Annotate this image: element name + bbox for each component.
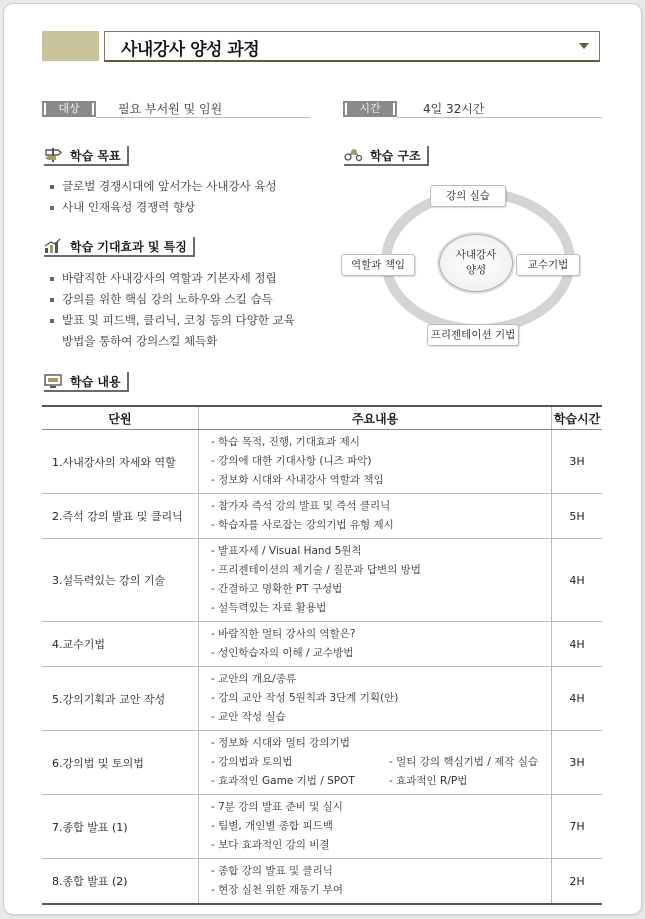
title-bar [42, 31, 602, 61]
row-unit: 7.종합 발표 (1) [42, 795, 199, 859]
content-line: - 교안의 개요/종류 [211, 673, 297, 685]
monitor-icon [44, 373, 62, 389]
table-row [42, 494, 602, 539]
row-unit: 4.교수기법 [42, 622, 199, 667]
signpost-icon [44, 147, 62, 163]
list-item-continuation: 방법을 통하여 강의스킬 체득화 [62, 334, 218, 348]
title-box[interactable] [104, 31, 600, 62]
content-line: - 성인학습자의 이해 / 교수방법 [211, 647, 354, 659]
content-line: - 발표자세 / Visual Hand 5원칙 [211, 545, 362, 557]
row-unit: 6.강의법 및 토의법 [42, 731, 199, 795]
table-header-row [42, 406, 602, 430]
content-line: - 보다 효과적인 강의 비결 [211, 839, 330, 851]
content-line: - 간결하고 명확한 PT 구성법 [211, 583, 343, 595]
row-content [199, 430, 552, 494]
effects-list [48, 268, 295, 352]
network-icon [344, 147, 362, 163]
structure-center [439, 234, 513, 292]
content-line: - 강의 교안 작성 5원칙과 3단계 기획(안) [211, 692, 399, 704]
curriculum-table [42, 405, 602, 905]
row-content [199, 859, 552, 905]
structure-title: 학습 구조 [370, 148, 421, 163]
goals-header [44, 146, 129, 166]
center-line2: 양성 [465, 264, 487, 276]
row-content [199, 795, 552, 859]
header-unit: 단원 [42, 406, 199, 430]
effects-header [44, 237, 195, 257]
row-hours: 4H [552, 667, 603, 731]
title-accent-block [42, 31, 99, 61]
dropdown-arrow-icon[interactable] [579, 43, 589, 49]
row-unit: 5.강의기획과 교안 작성 [42, 667, 199, 731]
row-unit: 8.종합 발표 (2) [42, 859, 199, 905]
bar-chart-icon [44, 238, 62, 254]
effects-title: 학습 기대효과 및 특징 [70, 239, 187, 254]
list-item: 발표 및 피드백, 클리닉, 코칭 등의 다양한 교육 [48, 310, 295, 331]
node-left: 역할과 책임 [341, 254, 415, 276]
node-right: 교수기법 [516, 254, 580, 276]
content-line: - 현장 실천 위한 재동기 부여 [211, 884, 344, 896]
row-hours: 5H [552, 494, 603, 539]
content-line: - 설득력있는 자료 활용법 [211, 602, 327, 614]
content-line: - 교안 작성 실습 [211, 711, 286, 723]
table-row [42, 622, 602, 667]
row-hours: 3H [552, 731, 603, 795]
content-line: - 학습 목적, 진행, 기대효과 제시 [211, 436, 360, 448]
row-content [199, 731, 552, 795]
row-unit: 1.사내강사의 자세와 역할 [42, 430, 199, 494]
header-hours: 학습시간 [552, 406, 603, 430]
row-hours: 2H [552, 859, 603, 905]
list-item: 사내 인재육성 경쟁력 향상 [48, 197, 277, 218]
content-line: - 팀별, 개인별 종합 피드백 [211, 820, 333, 832]
content-line: - 프리젠테이션의 제기술 / 질문과 답변의 방법 [211, 564, 421, 576]
row-content [199, 667, 552, 731]
curriculum-header [44, 372, 129, 392]
row-hours: 4H [552, 622, 603, 667]
goals-list [48, 176, 277, 218]
table-row [42, 795, 602, 859]
table-row [42, 430, 602, 494]
row-unit: 2.즉석 강의 발표 및 클리닉 [42, 494, 199, 539]
page-title: 사내강사 양성 과정 [121, 40, 260, 60]
table-row [42, 731, 602, 795]
time-info [343, 101, 602, 117]
content-line-pair [211, 772, 551, 791]
content-line: - 정보화 시대와 사내강사 역할과 책임 [211, 474, 384, 486]
content-line: - 효과적인 R/P법 [389, 775, 468, 787]
list-item: 글로벌 경쟁시대에 앞서가는 사내강사 육성 [48, 176, 277, 197]
row-content [199, 539, 552, 622]
list-item: 바람직한 사내강사의 역할과 기본자세 정립 [48, 268, 295, 289]
content-line: - 종합 강의 발표 및 클리닉 [211, 865, 333, 877]
content-line: - 멀티 강의 핵심기법 / 제작 실습 [389, 756, 539, 768]
time-label: 시간 [343, 101, 397, 117]
target-info [42, 101, 312, 117]
content-line: - 효과적인 Game 기법 / SPOT [211, 775, 355, 787]
content-line: - 참가자 즉석 강의 발표 및 즉석 클리닉 [211, 500, 391, 512]
target-value: 필요 부서원 및 임원 [118, 102, 223, 116]
row-content [199, 494, 552, 539]
row-unit: 3.설득력있는 강의 기술 [42, 539, 199, 622]
time-value: 4일 32시간 [423, 102, 485, 116]
table-row [42, 539, 602, 622]
structure-header [344, 146, 429, 166]
content-line: - 정보화 시대와 멀티 강의기법 [211, 737, 350, 749]
divider [397, 117, 602, 118]
target-label: 대상 [42, 101, 96, 117]
goals-title: 학습 목표 [70, 148, 121, 163]
curriculum-title: 학습 내용 [70, 374, 121, 389]
center-line1: 사내강사 [455, 249, 497, 261]
divider [96, 117, 310, 118]
content-line: - 강의법과 토의법 [211, 756, 293, 768]
content-line: - 학습자를 사로잡는 강의기법 유형 제시 [211, 519, 394, 531]
table-row [42, 859, 602, 905]
content-line-pair [211, 753, 551, 772]
row-hours: 7H [552, 795, 603, 859]
content-line: - 바람직한 멀티 강사의 역할은? [211, 628, 356, 640]
table-row [42, 667, 602, 731]
node-bottom: 프리젠테이션 기법 [427, 324, 519, 346]
structure-diagram [338, 172, 608, 352]
content-line: - 7분 강의 발표 준비 및 실시 [211, 801, 343, 813]
row-content [199, 622, 552, 667]
row-hours: 3H [552, 430, 603, 494]
content-line: - 강의에 대한 기대사항 (니즈 파악) [211, 455, 372, 467]
list-item: 강의를 위한 핵심 강의 노하우와 스킬 습득 [48, 289, 295, 310]
header-content: 주요내용 [199, 406, 552, 430]
node-top: 강의 실습 [430, 185, 506, 207]
row-hours: 4H [552, 539, 603, 622]
